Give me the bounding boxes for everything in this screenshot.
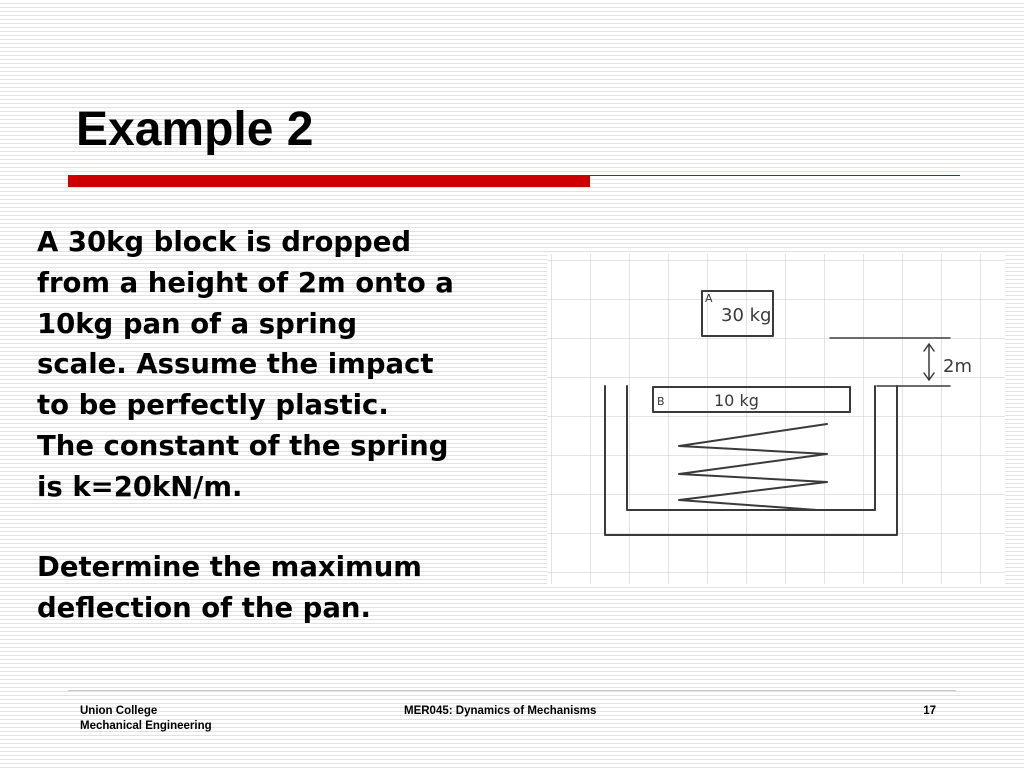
pan-b-tag: B	[657, 395, 665, 408]
block-a-tag: A	[705, 292, 713, 305]
page-number: 17	[923, 705, 936, 717]
spring-scale-sketch	[547, 254, 1005, 584]
footer-course: MER045: Dynamics of Mechanisms	[404, 705, 597, 717]
pan-b-mass-label: 10 kg	[714, 391, 759, 410]
footer-divider	[68, 690, 956, 691]
problem-statement: A 30kg block is dropped from a height of 2m onto a 10kg pan of a spring scale. Assume the impact to be perfectly plastic. The constant of the spring is k=20kN/m.	[37, 226, 454, 503]
title-underline-thin	[590, 175, 960, 176]
footer-org-line1: Union College	[80, 705, 158, 717]
block-a-mass-label: 30 kg	[721, 305, 772, 326]
slide-title: Example 2	[76, 103, 314, 156]
drop-height-label: 2m	[943, 356, 972, 377]
footer-organization	[80, 704, 212, 734]
footer-org-line2: Mechanical Engineering	[80, 720, 212, 732]
title-underline-thick	[68, 175, 590, 187]
question-statement: Determine the maximum deflection of the pan.	[37, 551, 422, 624]
